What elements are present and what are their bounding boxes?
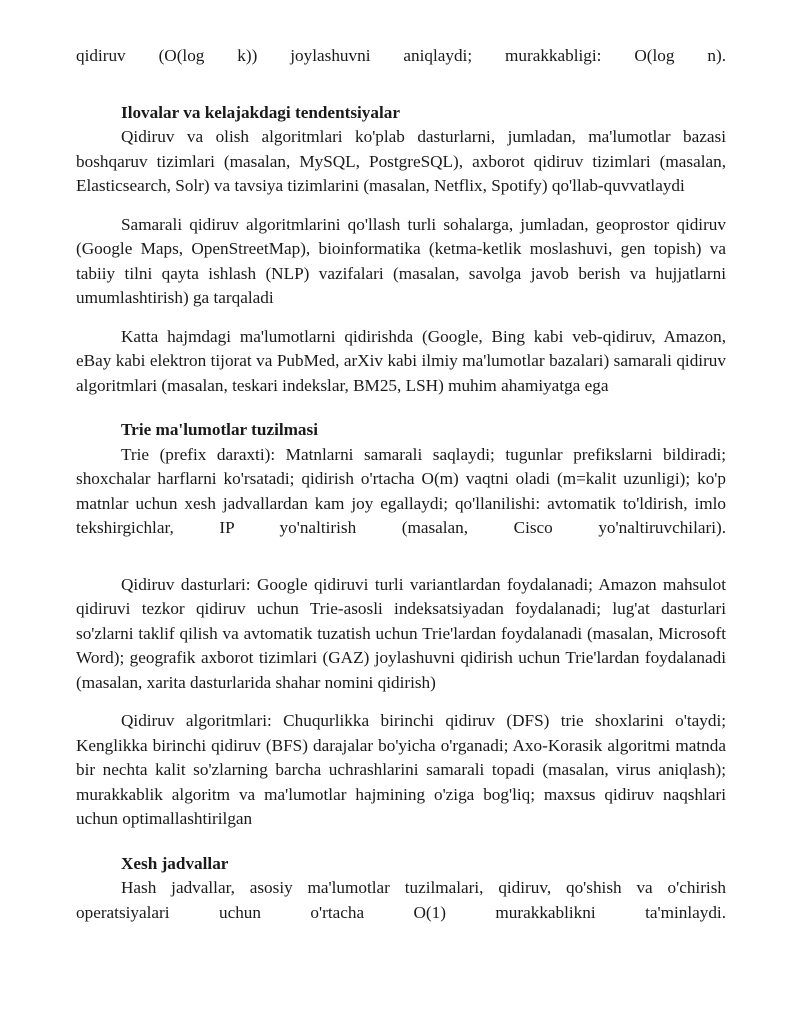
section-heading-applications: Ilovalar va kelajakdagi tendentsiyalar	[121, 102, 400, 122]
paragraph: Samarali qidiruv algoritmlarini qo'llash turli sohalarga, jumladan, geoprostor qidiruv (Google Maps, OpenStreetMap), bioinformatika (ketma-ketlik moslashuvi, gen topish) va tabiiy tilni qayta ishlash (NLP) vazifalari (masalan, savolga javob berish va hujjatlarni umumlashtirish) ga tarqaladi	[76, 214, 726, 307]
document-page	[76, 44, 726, 925]
paragraph: Qidiruv dasturlari: Google qidiruvi turli variantlardan foydalanadi; Amazon mahsulot qidiruvi tezkor qidiruv uchun Trie-asosli indeksatsiyadan foydalanadi; lug'at dasturlari so'zlarni taklif qilish va avtomatik tuzatish uchun Trie'lardan foydalanadi (masalan, Microsoft Word); geografik axborot tizimlari (GAZ) joylashuvni qidirish uchun Trie'lardan foydalanadi (masalan, xarita dasturlarida shahar nomini qidirish)	[76, 574, 726, 692]
paragraph: Trie (prefix daraxti): Matnlarni samarali saqlaydi; tugunlar prefikslarni bildiradi; shoxchalar harflarni ko'rsatadi; qidirish o'rtacha O(m) vaqtni oladi (m=kalit uzunligi); ko'p matnlar uchun xesh jadvallardan kam joy egallaydi; qo'llanilishi: avtomatik to'ldirish, imlo tekshirgichlar, IP yo'naltirish (masalan, Cisco yo'naltiruvchilari).	[76, 444, 726, 537]
paragraph: Qidiruv va olish algoritmlari ko'plab dasturlarni, jumladan, ma'lumotlar bazasi boshqaruv tizimlari (masalan, MySQL, PostgreSQL), axborot qidiruv tizimlari (masalan, Elasticsearch, Solr) va tavsiya tizimlarini (masalan, Netflix, Spotify) qo'llab-quvvatlaydi	[76, 127, 726, 195]
paragraph: Qidiruv algoritmlari: Chuqurlikka birinchi qidiruv (DFS) trie shoxlarini o'taydi; Kenglikka birinchi qidiruv (BFS) darajalar bo'yicha o'rganadi; Axo-Korasik algoritmi matnda bir nechta kalit so'zlarning barcha uchrashlarini samarali topadi (masalan, virus aniqlash); murakkablik algoritm va ma'lumotlar hajmining o'ziga bog'liq; maxsus qidiruv naqshlari uchun optimallashtirilgan	[76, 711, 726, 828]
paragraph: Katta hajmdagi ma'lumotlarni qidirishda (Google, Bing kabi veb-qidiruv, Amazon, eBay kabi elektron tijorat va PubMed, arXiv kabi ilmiy ma'lumotlar bazalari) samarali qidiruv algoritmlari (masalan, teskari indekslar, BM25, LSH) muhim ahamiyatga ega	[76, 326, 726, 395]
paragraph-continuation: qidiruv (O(log k)) joylashuvni aniqlaydi; murakkabligi: O(log n).	[76, 46, 726, 65]
section-heading-trie: Trie ma'lumotlar tuzilmasi	[121, 420, 318, 439]
section-heading-hash-tables: Xesh jadvallar	[121, 853, 229, 873]
paragraph: Hash jadvallar, asosiy ma'lumotlar tuzilmalari, qidiruv, qo'shish va o'chirish operatsiyalari uchun o'rtacha O(1) murakkablikni ta'minlaydi.	[76, 878, 726, 922]
